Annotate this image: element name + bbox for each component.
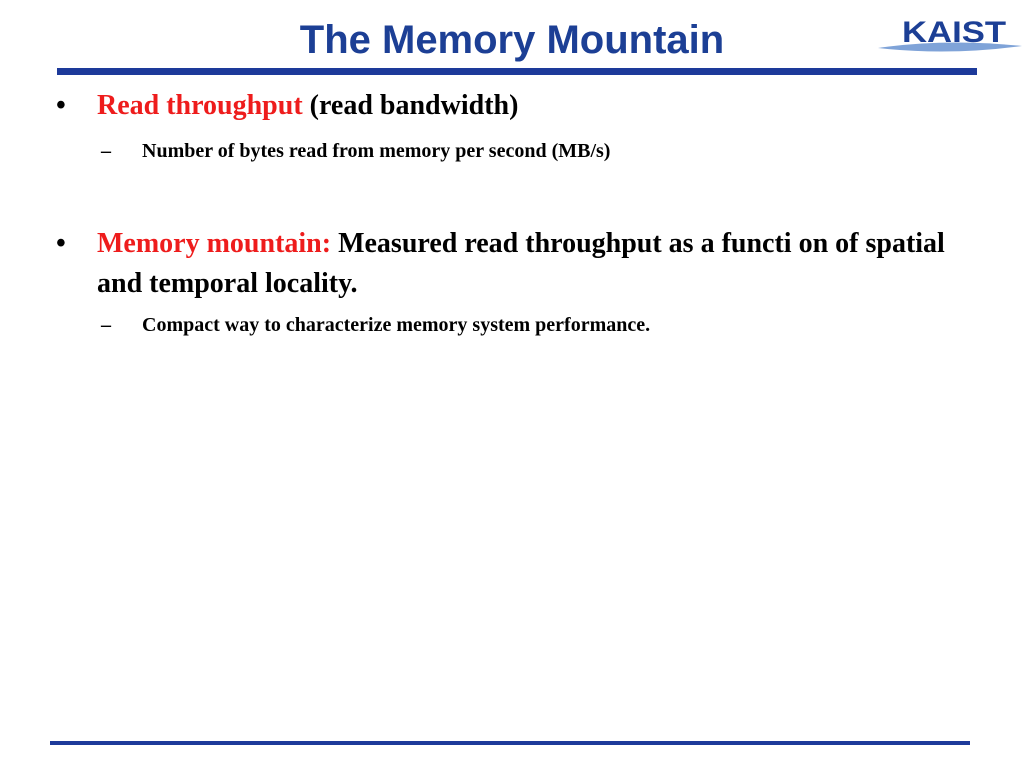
kaist-logo xyxy=(876,12,1024,58)
bullet-rest: (read bandwidth) xyxy=(302,90,519,121)
bullet-rest: Measured read throughput as a functi on of spatial and temporal locality. xyxy=(97,228,945,299)
bullet-highlight: Read throughput xyxy=(97,90,303,121)
kaist-logo-graphic xyxy=(876,12,1024,58)
slide-title: The Memory Mountain xyxy=(299,18,725,62)
bullet-marker: • xyxy=(56,228,66,259)
bullet-highlight: Memory mountain: xyxy=(97,228,332,259)
logo-wordmark: KAIST xyxy=(902,16,1006,49)
subbullet-text: Compact way to characterize memory system performance. xyxy=(142,314,651,336)
footer-divider xyxy=(50,741,970,745)
bullet-text xyxy=(97,224,957,304)
subbullet-marker: – xyxy=(101,140,111,162)
bullet-text xyxy=(97,86,957,126)
title-divider xyxy=(57,68,977,75)
subbullet-marker: – xyxy=(101,314,111,336)
bullet-marker: • xyxy=(56,90,66,121)
subbullet-text: Number of bytes read from memory per second (MB/s) xyxy=(142,140,611,162)
